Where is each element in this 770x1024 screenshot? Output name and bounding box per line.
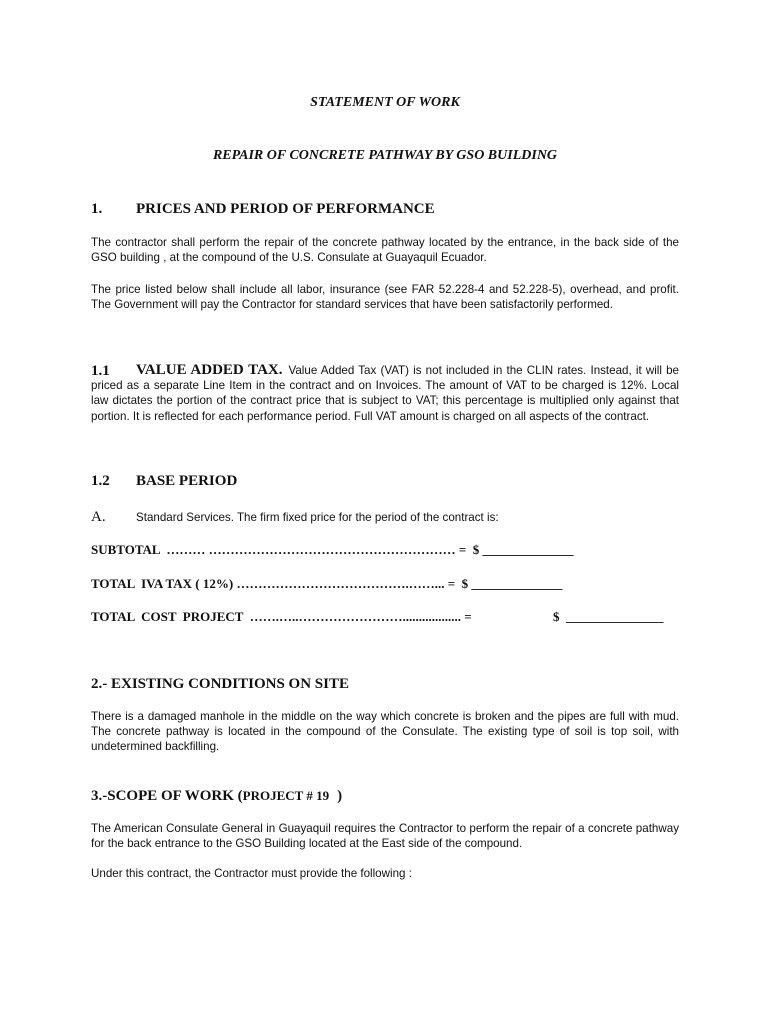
item-a-text: Standard Services. The firm fixed price for the period of the contract is: [136,511,499,524]
project-number: PROJECT # 19 [242,788,330,803]
item-a-label: A. [91,509,106,525]
total-cost-row-label: TOTAL COST PROJECT …….…..…………………….................. = [91,609,472,624]
document-title: STATEMENT OF WORK [310,95,460,110]
section-1-2-number: 1.2 [91,473,110,489]
section-1-paragraph-1: The contractor shall perform the repair of the concrete pathway located by the entrance, in the back side of the GSO building , at the compound of the U.S. Consulate at Guayaquil Ecuador. [91,236,679,265]
total-cost-row-value: $ _______________ [553,609,664,624]
subtotal-row: SUBTOTAL ……… ………………………………………………… = $ ______________ [91,542,574,557]
section-1-2-heading: BASE PERIOD [136,473,238,489]
section-1-1-heading: VALUE ADDED TAX. [136,362,283,378]
section-1-number: 1. [91,201,103,217]
section-1-paragraph-2: The price listed below shall include all labor, insurance (see FAR 52.228-4 and 52.228-5), overhead, and profit. The Government will pay the Contractor for standard services that have been satisfactorily performed. [91,283,679,312]
section-2-heading: 2.- EXISTING CONDITIONS ON SITE [91,676,349,692]
section-3-paragraph-2: Under this contract, the Contractor must provide the following : [91,867,412,880]
section-3-paragraph-1: The American Consulate General in Guayaquil requires the Contractor to perform the repair of a concrete pathway for the back entrance to the GSO Building located at the East side of the compound. [91,822,679,851]
section-3-heading [91,788,342,805]
section-2-paragraph: There is a damaged manhole in the middle on the way which concrete is broken and the pipes are full with mud. The concrete pathway is located in the compound of the Consulate. The existing type of soil is top soil, with undetermined backfilling. [91,710,679,754]
section-1-1-number: 1.1 [91,363,110,379]
iva-tax-row: TOTAL IVA TAX ( 12%) ………………………………….……... = $ ______________ [91,576,563,591]
section-1-heading: PRICES AND PERIOD OF PERFORMANCE [136,201,435,217]
section-1-1-paragraph [91,363,679,424]
document-subtitle: REPAIR OF CONCRETE PATHWAY BY GSO BUILDING [212,148,558,163]
section-1-1-text: Value Added Tax (VAT) is not included in the CLIN rates. Instead, it will be priced as a separate Line Item in the contract and on Invoices. The amount of VAT to be charged is 12%. Local law dictates the portion of the contract price that is subject to VAT; this percentage is multiplied only against that portion. It is reflected for each performance period. Full VAT amount is charged on all aspects of the contract. [91,364,679,423]
section-3-heading-close: ) [337,788,343,804]
section-3-heading-text: 3.-SCOPE OF WORK ( [91,788,243,804]
